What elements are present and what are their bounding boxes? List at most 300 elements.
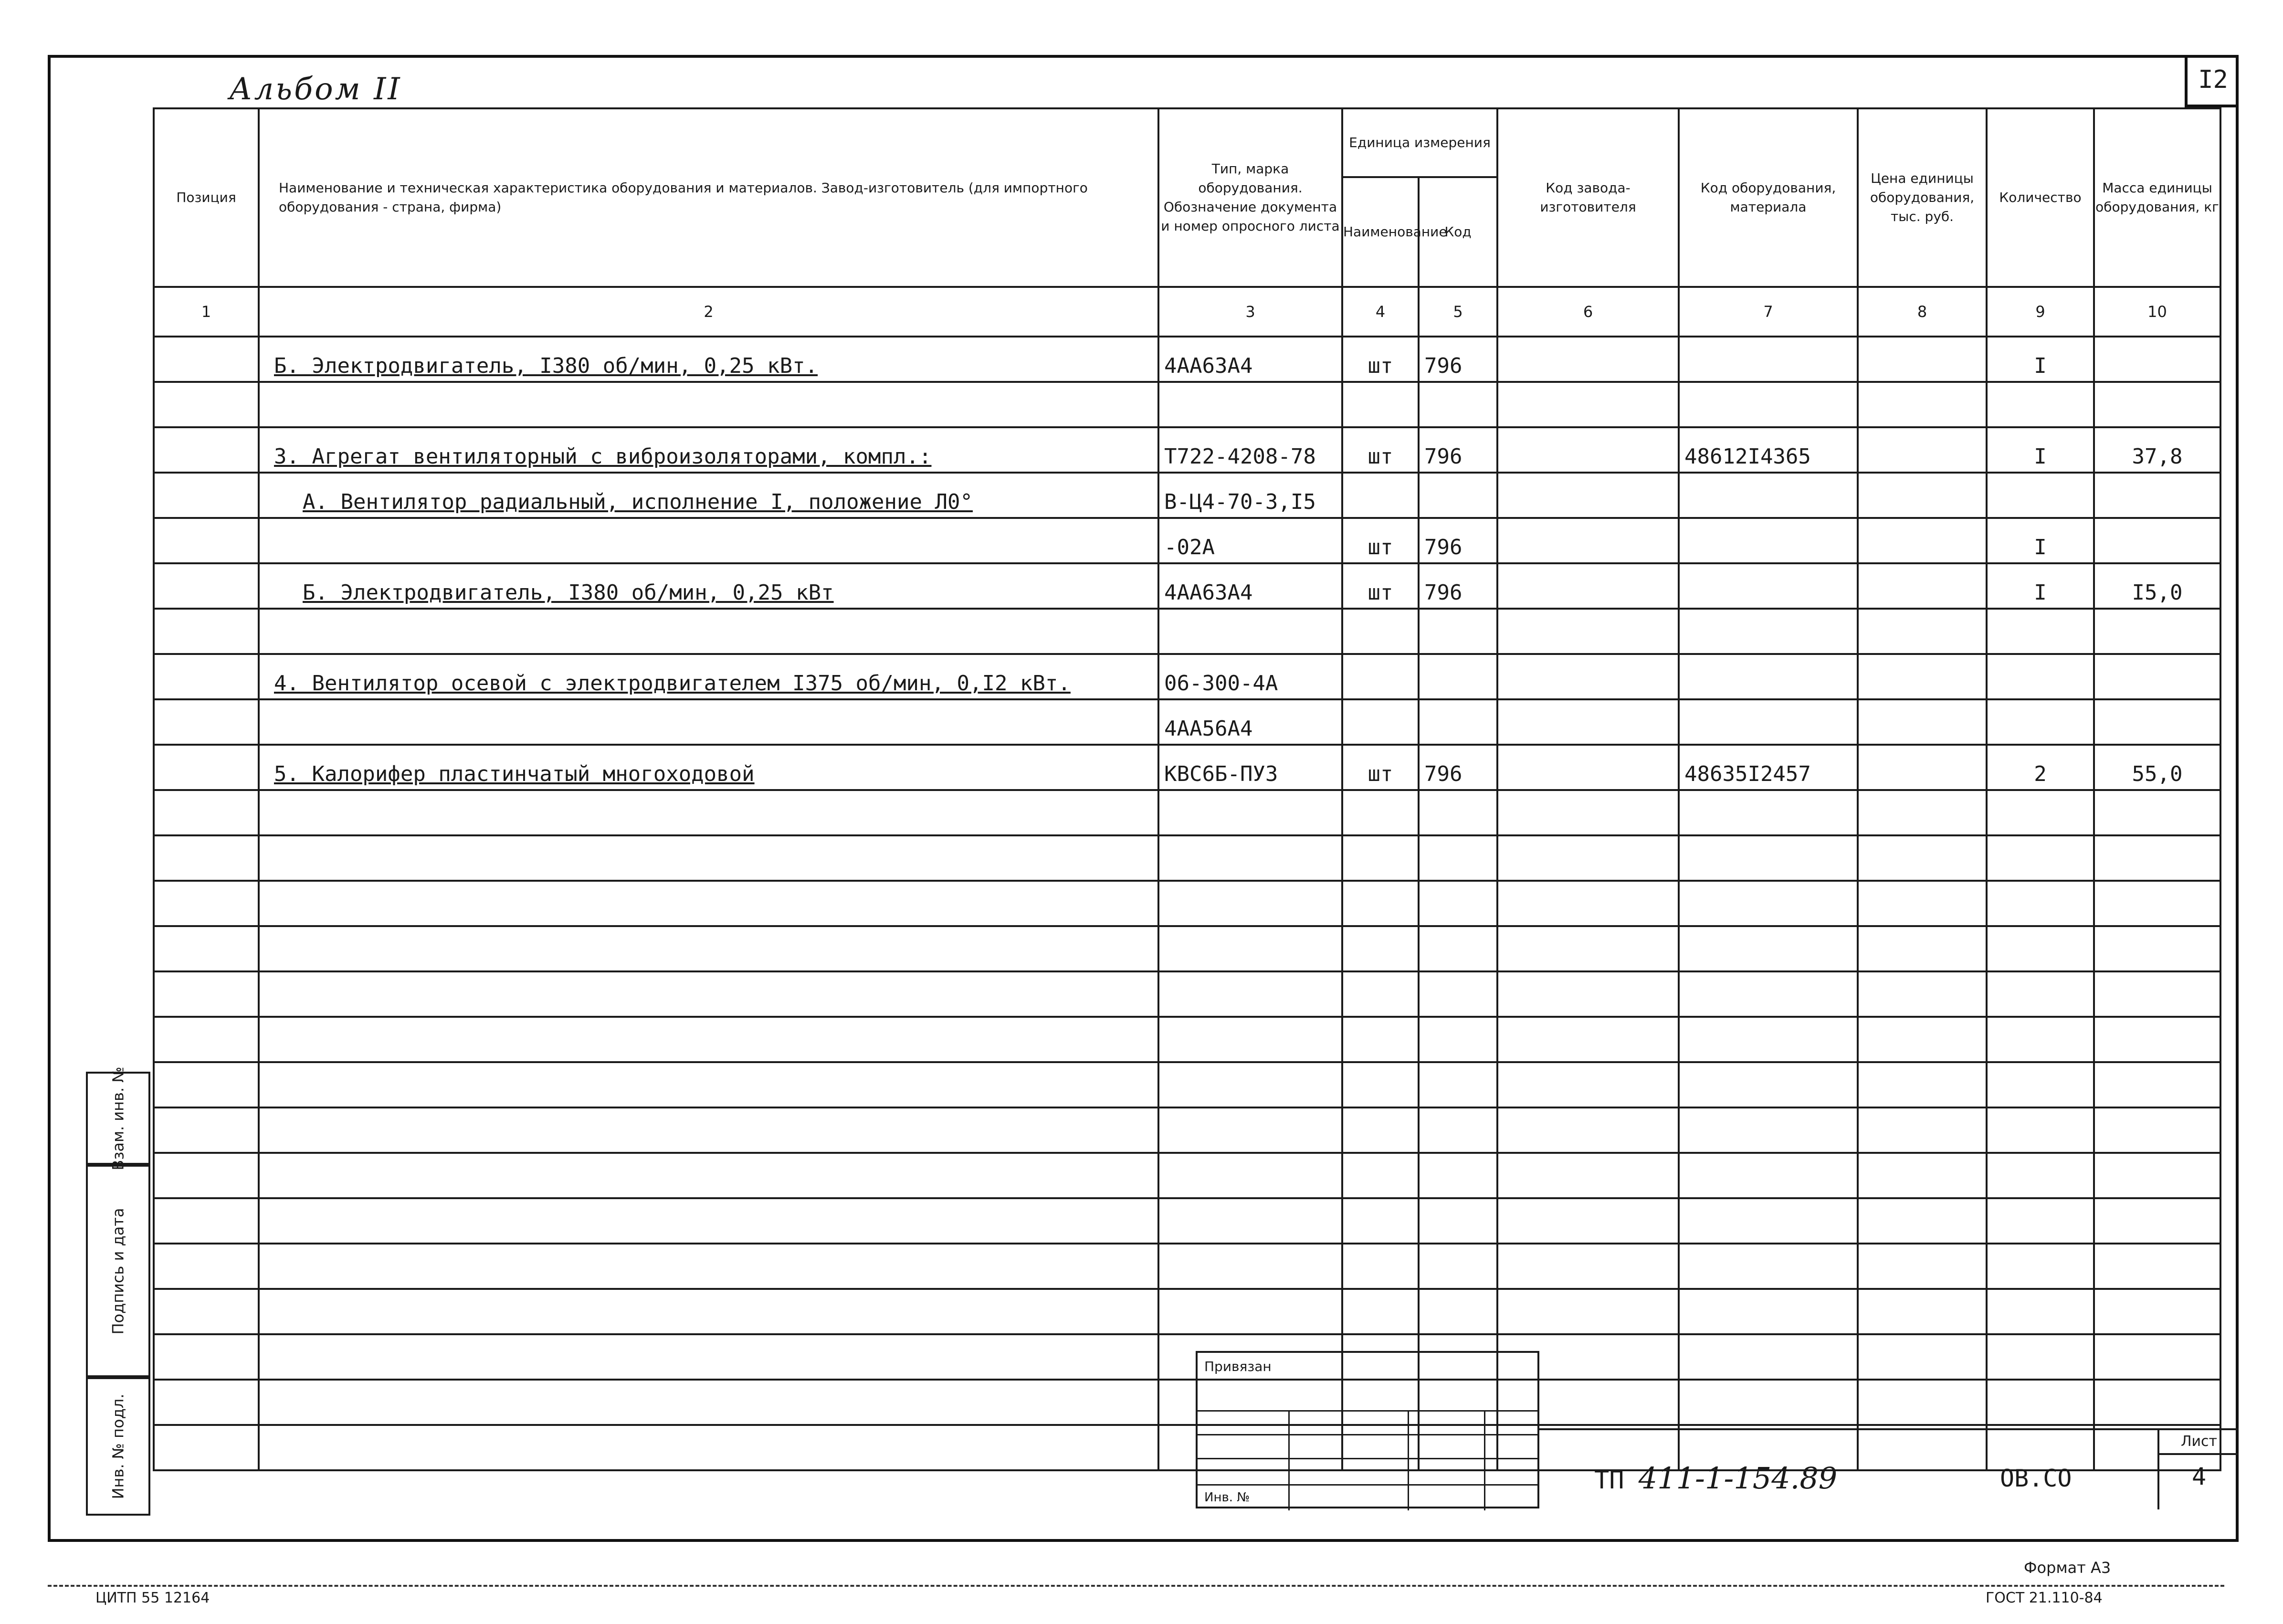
header-type: Тип, марка оборудования. Обозначение документа и номер опросного листа	[1158, 108, 1342, 287]
table-cell-pos	[154, 835, 259, 881]
table-cell-type	[1158, 926, 1342, 971]
approval-rule	[1288, 1410, 1290, 1510]
table-cell-unit	[1342, 971, 1419, 1017]
table-cell-type: 06-300-4А	[1158, 654, 1342, 699]
table-cell-qty	[1987, 1244, 2094, 1289]
table-cell-unit	[1342, 609, 1419, 654]
table-cell-eqcode	[1679, 835, 1858, 881]
table-cell-pos	[154, 609, 259, 654]
table-cell-type: 4АА56А4	[1158, 699, 1342, 745]
table-cell-type: КВС6Б-ПУ3	[1158, 745, 1342, 790]
table-cell-type	[1158, 881, 1342, 926]
table-cell-type	[1158, 971, 1342, 1017]
table-cell-type: 4АА63А4	[1158, 563, 1342, 609]
table-cell-plant	[1497, 1062, 1679, 1107]
table-cell-name	[259, 881, 1158, 926]
table-cell-name	[259, 1107, 1158, 1153]
table-cell-pos	[154, 337, 259, 382]
table-cell-price	[1858, 427, 1987, 473]
table-cell-type	[1158, 1062, 1342, 1107]
table-cell-name	[259, 609, 1158, 654]
document-prefix: ТП	[1594, 1466, 1624, 1495]
table-cell-price	[1858, 1107, 1987, 1153]
table-cell-mass	[2094, 609, 2220, 654]
table-cell-code	[1419, 382, 1497, 427]
table-cell-qty	[1987, 926, 2094, 971]
table-cell-price	[1858, 835, 1987, 881]
table-cell-unit	[1342, 881, 1419, 926]
approval-rule	[1484, 1410, 1485, 1510]
table-cell-pos	[154, 427, 259, 473]
table-cell-unit	[1342, 1198, 1419, 1244]
table-cell-qty: I	[1987, 563, 2094, 609]
table-cell-mass	[2094, 699, 2220, 745]
table-cell-name: Б. Электродвигатель, I380 об/мин, 0,25 кВт.	[259, 337, 1158, 382]
table-cell-pos	[154, 1334, 259, 1380]
table-cell-pos	[154, 1153, 259, 1198]
header-plant-code: Код завода-изготовителя	[1497, 108, 1679, 287]
approval-box	[1196, 1351, 1539, 1508]
side-stamp-signature	[86, 1165, 150, 1377]
document-number-handwritten: 411-1-154.89	[1638, 1461, 1838, 1496]
column-number: 6	[1497, 287, 1679, 337]
specification-table	[153, 107, 2221, 1471]
table-cell-mass	[2094, 790, 2220, 835]
table-cell-name	[259, 518, 1158, 563]
table-cell-plant	[1497, 1017, 1679, 1062]
table-cell-type	[1158, 1017, 1342, 1062]
table-cell-qty	[1987, 473, 2094, 518]
table-cell-eqcode	[1679, 1380, 1858, 1425]
table-cell-qty	[1987, 1107, 2094, 1153]
table-cell-pos	[154, 1380, 259, 1425]
table-cell-unit	[1342, 1062, 1419, 1107]
table-cell-plant	[1497, 1198, 1679, 1244]
table-row	[154, 1289, 2220, 1334]
table-cell-type	[1158, 790, 1342, 835]
table-cell-name	[259, 971, 1158, 1017]
column-number: 7	[1679, 287, 1858, 337]
table-cell-pos	[154, 745, 259, 790]
table-cell-mass	[2094, 382, 2220, 427]
table-cell-mass	[2094, 1017, 2220, 1062]
table-row	[154, 427, 2220, 473]
table-cell-name: 4. Вентилятор осевой с электродвигателем I375 об/мин, 0,I2 кВт.	[259, 654, 1158, 699]
table-cell-code	[1419, 1062, 1497, 1107]
table-cell-qty: I	[1987, 427, 2094, 473]
table-cell-qty: 2	[1987, 745, 2094, 790]
table-cell-unit	[1342, 790, 1419, 835]
table-cell-name	[259, 1425, 1158, 1470]
table-cell-unit	[1342, 926, 1419, 971]
table-cell-qty	[1987, 1380, 2094, 1425]
table-cell-price	[1858, 1198, 1987, 1244]
table-cell-eqcode	[1679, 1198, 1858, 1244]
table-cell-mass	[2094, 1198, 2220, 1244]
table-cell-eqcode	[1679, 473, 1858, 518]
table-cell-type: В-Ц4-70-3,I5	[1158, 473, 1342, 518]
header-equipment-code: Код оборудования, материала	[1679, 108, 1858, 287]
table-cell-eqcode	[1679, 1334, 1858, 1380]
table-row	[154, 337, 2220, 382]
table-cell-plant	[1497, 790, 1679, 835]
table-cell-unit	[1342, 1289, 1419, 1334]
table-cell-qty	[1987, 654, 2094, 699]
table-cell-name	[259, 1380, 1158, 1425]
table-cell-mass	[2094, 473, 2220, 518]
table-cell-name	[259, 1198, 1158, 1244]
header-quantity: Количество	[1987, 108, 2094, 287]
table-cell-unit: шт	[1342, 427, 1419, 473]
table-cell-price	[1858, 1425, 1987, 1470]
table-cell-qty	[1987, 1153, 2094, 1198]
header-price: Цена единицы оборудования, тыс. руб.	[1858, 108, 1987, 287]
table-cell-pos	[154, 1425, 259, 1470]
table-cell-unit	[1342, 699, 1419, 745]
table-cell-name	[259, 1017, 1158, 1062]
table-cell-qty	[1987, 699, 2094, 745]
approval-rule	[1198, 1410, 1537, 1412]
table-cell-plant	[1497, 337, 1679, 382]
table-row	[154, 1244, 2220, 1289]
document-number	[1594, 1461, 1837, 1496]
table-row	[154, 1380, 2220, 1425]
table-cell-name	[259, 699, 1158, 745]
table-cell-mass	[2094, 1289, 2220, 1334]
table-cell-pos	[154, 518, 259, 563]
side-stamp-label: Инв. № подл.	[109, 1393, 127, 1499]
column-number: 3	[1158, 287, 1342, 337]
approval-rule	[1408, 1410, 1409, 1510]
table-cell-price	[1858, 1017, 1987, 1062]
table-cell-plant	[1497, 1153, 1679, 1198]
table-cell-name	[259, 1244, 1158, 1289]
table-cell-unit: шт	[1342, 563, 1419, 609]
table-cell-qty	[1987, 1289, 2094, 1334]
table-cell-qty	[1987, 1198, 2094, 1244]
table-cell-qty	[1987, 382, 2094, 427]
table-cell-qty: I	[1987, 337, 2094, 382]
table-cell-price	[1858, 1380, 1987, 1425]
table-row	[154, 1062, 2220, 1107]
column-number-row	[154, 287, 2220, 337]
table-cell-eqcode: 48635I2457	[1679, 745, 1858, 790]
table-cell-mass	[2094, 926, 2220, 971]
table-cell-plant	[1497, 1107, 1679, 1153]
table-cell-price	[1858, 971, 1987, 1017]
table-cell-pos	[154, 654, 259, 699]
table-cell-type	[1158, 1153, 1342, 1198]
table-cell-name	[259, 926, 1158, 971]
table-cell-name	[259, 382, 1158, 427]
table-cell-price	[1858, 1244, 1987, 1289]
table-row	[154, 563, 2220, 609]
table-cell-qty	[1987, 835, 2094, 881]
table-cell-code	[1419, 1017, 1497, 1062]
table-row	[154, 745, 2220, 790]
table-cell-eqcode	[1679, 971, 1858, 1017]
table-cell-mass	[2094, 518, 2220, 563]
table-cell-mass	[2094, 337, 2220, 382]
table-cell-name	[259, 1289, 1158, 1334]
sheet-number: 4	[2191, 1463, 2207, 1490]
sheet-number-box	[2157, 1428, 2239, 1509]
table-cell-pos	[154, 1062, 259, 1107]
table-cell-unit	[1342, 1017, 1419, 1062]
table-cell-pos	[154, 1107, 259, 1153]
approval-label: Привязан	[1204, 1359, 1272, 1374]
table-cell-code: 796	[1419, 518, 1497, 563]
table-cell-eqcode	[1679, 1153, 1858, 1198]
table-cell-qty	[1987, 1425, 2094, 1470]
column-number: 2	[259, 287, 1158, 337]
table-cell-unit	[1342, 1107, 1419, 1153]
table-cell-type	[1158, 609, 1342, 654]
table-cell-code: 796	[1419, 563, 1497, 609]
table-cell-unit	[1342, 835, 1419, 881]
table-cell-plant	[1497, 699, 1679, 745]
document-code: ОВ.СО	[2000, 1465, 2072, 1492]
table-cell-name	[259, 1062, 1158, 1107]
table-cell-qty	[1987, 609, 2094, 654]
column-number: 5	[1419, 287, 1497, 337]
table-row	[154, 382, 2220, 427]
table-cell-code: 796	[1419, 745, 1497, 790]
table-cell-price	[1858, 881, 1987, 926]
table-cell-mass	[2094, 654, 2220, 699]
table-row	[154, 1425, 2220, 1470]
header-unit-name: Наименование	[1342, 177, 1419, 287]
side-stamp-label: Подпись и дата	[109, 1207, 127, 1335]
table-cell-mass	[2094, 971, 2220, 1017]
side-stamp-inv-podl	[86, 1377, 150, 1516]
table-cell-eqcode	[1679, 382, 1858, 427]
table-row	[154, 1153, 2220, 1198]
table-cell-plant	[1497, 926, 1679, 971]
table-cell-price	[1858, 699, 1987, 745]
table-cell-pos	[154, 382, 259, 427]
table-row	[154, 518, 2220, 563]
table-cell-price	[1858, 745, 1987, 790]
side-stamp-label: Взам. инв. №	[109, 1066, 127, 1171]
table-cell-pos	[154, 699, 259, 745]
table-cell-code	[1419, 835, 1497, 881]
table-cell-mass: 55,0	[2094, 745, 2220, 790]
table-cell-qty	[1987, 881, 2094, 926]
table-cell-eqcode	[1679, 881, 1858, 926]
table-cell-price	[1858, 518, 1987, 563]
table-cell-name	[259, 835, 1158, 881]
table-cell-eqcode	[1679, 790, 1858, 835]
table-cell-qty	[1987, 790, 2094, 835]
column-number: 4	[1342, 287, 1419, 337]
archive-number: ЦИТП 55 12164	[95, 1590, 210, 1606]
table-row	[154, 971, 2220, 1017]
table-cell-pos	[154, 971, 259, 1017]
table-cell-mass	[2094, 1380, 2220, 1425]
table-cell-type	[1158, 1289, 1342, 1334]
side-stamp-vzam-inv	[86, 1066, 150, 1171]
table-cell-plant	[1497, 427, 1679, 473]
table-cell-plant	[1497, 835, 1679, 881]
table-row	[154, 654, 2220, 699]
header-row	[154, 108, 2220, 177]
table-cell-type	[1158, 835, 1342, 881]
table-cell-code: 796	[1419, 427, 1497, 473]
table-cell-name: 3. Агрегат вентиляторный с виброизоляторами, компл.:	[259, 427, 1158, 473]
table-cell-plant	[1497, 1244, 1679, 1289]
table-cell-mass	[2094, 1153, 2220, 1198]
header-unit-code: Код	[1419, 177, 1497, 287]
approval-rule	[1198, 1434, 1537, 1435]
table-cell-price	[1858, 337, 1987, 382]
table-cell-pos	[154, 1289, 259, 1334]
table-row	[154, 881, 2220, 926]
table-cell-eqcode: 48612I4365	[1679, 427, 1858, 473]
table-cell-eqcode	[1679, 518, 1858, 563]
table-row	[154, 1334, 2220, 1380]
table-cell-unit: шт	[1342, 518, 1419, 563]
approval-inv-no: Инв. №	[1204, 1490, 1250, 1505]
table-cell-eqcode	[1679, 1062, 1858, 1107]
table-cell-mass	[2094, 1244, 2220, 1289]
table-cell-type	[1158, 382, 1342, 427]
table-cell-type	[1158, 1107, 1342, 1153]
table-cell-pos	[154, 881, 259, 926]
table-cell-type	[1158, 1198, 1342, 1244]
header-name: Наименование и техническая характеристика оборудования и материалов. Завод-изготовитель (для импортного оборудования - страна, фирма)	[259, 108, 1158, 287]
table-cell-pos	[154, 1198, 259, 1244]
table-cell-code	[1419, 1289, 1497, 1334]
table-cell-price	[1858, 1289, 1987, 1334]
table-cell-code	[1419, 699, 1497, 745]
table-cell-price	[1858, 382, 1987, 427]
table-cell-mass	[2094, 881, 2220, 926]
column-number: 8	[1858, 287, 1987, 337]
table-row	[154, 790, 2220, 835]
table-cell-code	[1419, 881, 1497, 926]
table-cell-unit	[1342, 1153, 1419, 1198]
table-row	[154, 609, 2220, 654]
approval-rule	[1198, 1484, 1537, 1486]
table-cell-price	[1858, 473, 1987, 518]
table-cell-mass: 37,8	[2094, 427, 2220, 473]
table-row	[154, 1017, 2220, 1062]
table-cell-plant	[1497, 881, 1679, 926]
table-cell-code	[1419, 1107, 1497, 1153]
column-number: 10	[2094, 287, 2220, 337]
approval-rule	[1198, 1458, 1537, 1459]
table-cell-plant	[1497, 745, 1679, 790]
table-cell-eqcode	[1679, 337, 1858, 382]
table-cell-price	[1858, 1153, 1987, 1198]
table-cell-plant	[1497, 563, 1679, 609]
header-position: Позиция	[154, 108, 259, 287]
table-cell-price	[1858, 1334, 1987, 1380]
table-cell-code	[1419, 1198, 1497, 1244]
table-cell-eqcode	[1679, 1107, 1858, 1153]
table-cell-plant	[1497, 382, 1679, 427]
table-cell-code	[1419, 609, 1497, 654]
gost-label: ГОСТ 21.110-84	[1986, 1590, 2103, 1606]
sheet-label: Лист	[2180, 1433, 2218, 1450]
table-cell-pos	[154, 473, 259, 518]
table-cell-code	[1419, 971, 1497, 1017]
table-row	[154, 473, 2220, 518]
table-cell-plant	[1497, 971, 1679, 1017]
table-cell-unit	[1342, 1244, 1419, 1289]
table-cell-eqcode	[1679, 699, 1858, 745]
table-row	[154, 1198, 2220, 1244]
table-cell-unit	[1342, 473, 1419, 518]
table-cell-qty	[1987, 971, 2094, 1017]
table-cell-qty	[1987, 1062, 2094, 1107]
header-unit: Единица измерения	[1342, 108, 1497, 177]
table-cell-eqcode	[1679, 1289, 1858, 1334]
table-cell-code	[1419, 1153, 1497, 1198]
table-cell-code	[1419, 926, 1497, 971]
table-cell-eqcode	[1679, 609, 1858, 654]
table-cell-price	[1858, 609, 1987, 654]
table-cell-unit	[1342, 654, 1419, 699]
table-cell-code	[1419, 473, 1497, 518]
table-cell-price	[1858, 1062, 1987, 1107]
table-cell-price	[1858, 790, 1987, 835]
column-number: 9	[1987, 287, 2094, 337]
table-cell-plant	[1497, 473, 1679, 518]
table-cell-type: -02А	[1158, 518, 1342, 563]
table-cell-plant	[1497, 518, 1679, 563]
table-cell-mass	[2094, 1062, 2220, 1107]
table-cell-qty	[1987, 1334, 2094, 1380]
table-cell-pos	[154, 790, 259, 835]
table-cell-unit: шт	[1342, 337, 1419, 382]
table-cell-mass	[2094, 1334, 2220, 1380]
table-row	[154, 1107, 2220, 1153]
table-cell-price	[1858, 654, 1987, 699]
table-cell-unit: шт	[1342, 745, 1419, 790]
table-cell-plant	[1497, 1289, 1679, 1334]
table-cell-pos	[154, 1244, 259, 1289]
table-cell-eqcode	[1679, 654, 1858, 699]
table-cell-type: 4АА63А4	[1158, 337, 1342, 382]
album-label: Альбом II	[229, 72, 402, 107]
table-row	[154, 835, 2220, 881]
table-cell-plant	[1497, 609, 1679, 654]
format-label: Формат А3	[2024, 1559, 2111, 1577]
table-cell-name: 5. Калорифер пластинчатый многоходовой	[259, 745, 1158, 790]
table-cell-name	[259, 1334, 1158, 1380]
table-cell-qty: I	[1987, 518, 2094, 563]
trim-line	[48, 1585, 2224, 1587]
specification-body	[154, 337, 2220, 1470]
table-cell-pos	[154, 1017, 259, 1062]
table-cell-eqcode	[1679, 926, 1858, 971]
table-cell-eqcode	[1679, 1017, 1858, 1062]
table-cell-code	[1419, 654, 1497, 699]
table-cell-price	[1858, 563, 1987, 609]
table-cell-name: А. Вентилятор радиальный, исполнение I, положение Л0°	[259, 473, 1158, 518]
table-cell-name: Б. Электродвигатель, I380 об/мин, 0,25 кВт	[259, 563, 1158, 609]
column-number: 1	[154, 287, 259, 337]
table-cell-unit	[1342, 382, 1419, 427]
table-cell-type	[1158, 1244, 1342, 1289]
table-cell-code: 796	[1419, 337, 1497, 382]
table-cell-mass	[2094, 835, 2220, 881]
sheet-top-number: I2	[2185, 55, 2239, 107]
table-cell-qty	[1987, 1017, 2094, 1062]
table-cell-name	[259, 790, 1158, 835]
